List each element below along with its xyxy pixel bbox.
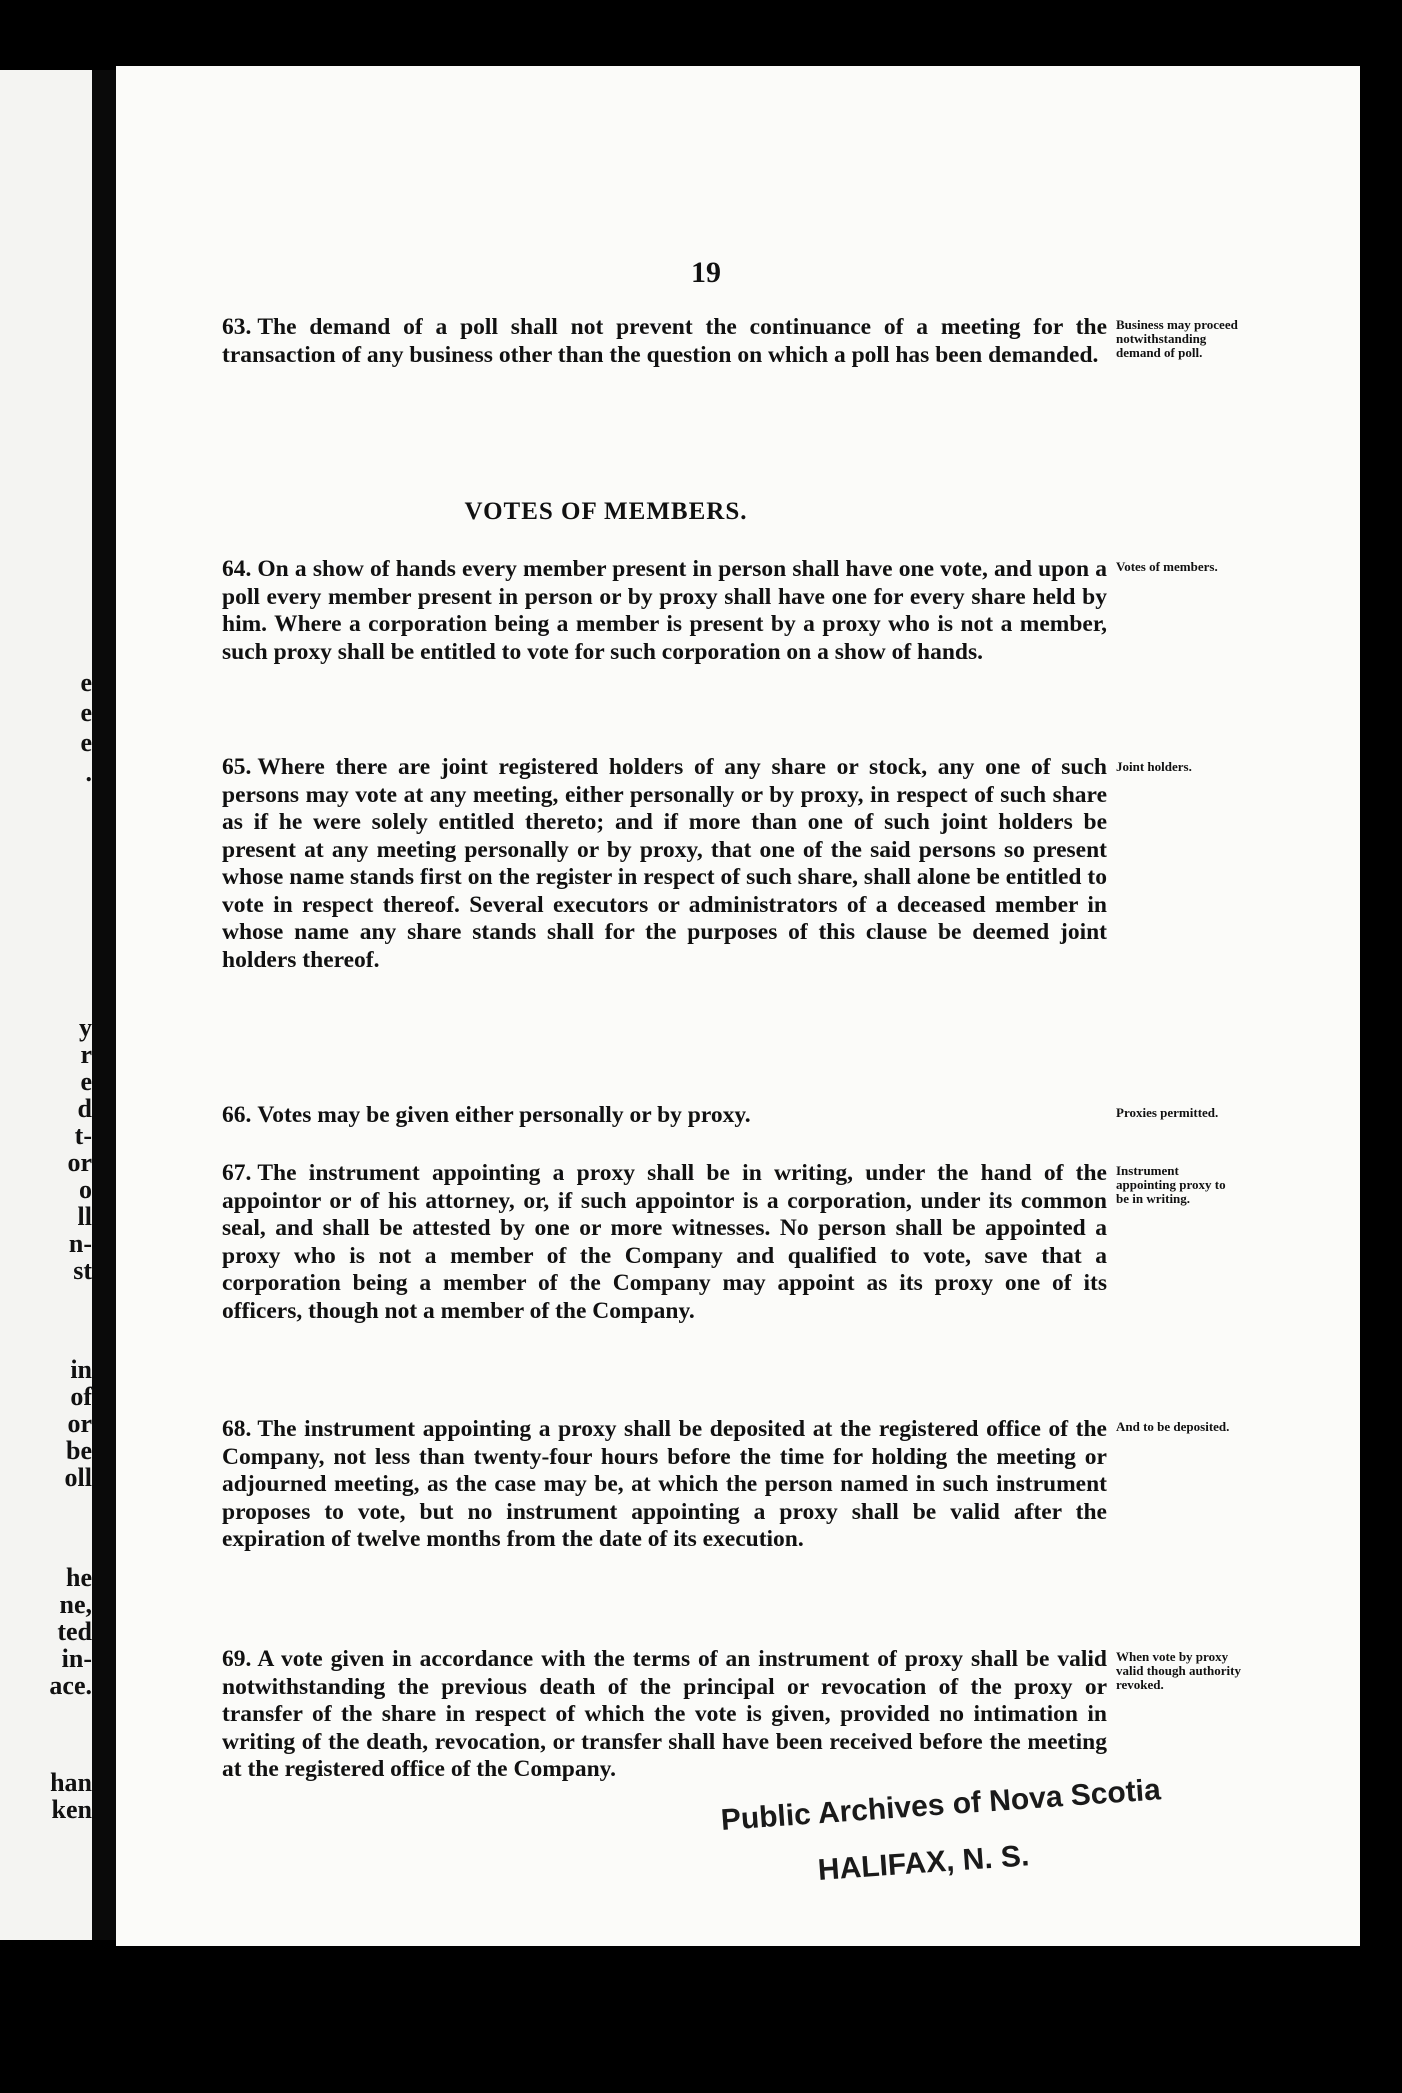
clause-text: Votes may be given either personally or by proxy.	[257, 1102, 751, 1128]
clause-number: 68.	[222, 1416, 252, 1442]
fragment-text: e	[80, 1067, 92, 1096]
clause-67	[222, 1160, 1107, 1325]
fragment-text: n-	[68, 1229, 92, 1258]
fragment-text: be	[66, 1436, 92, 1465]
fragment-text: ne,	[59, 1590, 92, 1619]
fragment-text: .	[85, 758, 92, 787]
fragment-text: r	[80, 1040, 92, 1069]
clause-number: 63.	[222, 314, 252, 340]
fragment-text: y	[79, 1013, 92, 1042]
clause-text: Where there are joint registered holders of any share or stock, any one of such persons may vote at any meeting, either personally or by proxy, in respect of such share as if he were solely entitled thereto; and if more than one of such joint holders be present at any meeting personally or by proxy, that one of the said persons so present whose name stands first on the register in respect of such share, shall alone be entitled to vote in respect thereof. Several executors or administrators of a deceased member in whose name any share stands shall for the purposes of this clause be deemed joint holders thereof.	[222, 754, 1107, 973]
margin-note: Instrument appointing proxy to be in writing.	[1116, 1163, 1226, 1206]
fragment-text: of	[70, 1382, 92, 1411]
margin-note: Joint holders.	[1116, 759, 1192, 774]
adjacent-page-fragment	[0, 70, 92, 1940]
margin-note: Votes of members.	[1116, 559, 1218, 574]
clause-68	[222, 1416, 1107, 1554]
section-heading: VOTES OF MEMBERS.	[464, 498, 748, 525]
fragment-text: han	[50, 1768, 92, 1797]
clause-63	[222, 314, 1107, 369]
margin-note: Business may proceed notwithstanding demand of poll.	[1116, 317, 1238, 360]
clause-text: The demand of a poll shall not prevent the continuance of a meeting for the transaction of any business other than the question on which a poll has been demanded.	[222, 314, 1107, 368]
archive-stamp-location: HALIFAX, N. S.	[816, 1839, 1031, 1887]
clause-65	[222, 754, 1107, 974]
fragment-text: in	[70, 1355, 92, 1384]
fragment-text: ken	[51, 1795, 92, 1824]
fragment-text: o	[79, 1175, 92, 1204]
fragment-text: e	[80, 728, 92, 757]
book-spine	[92, 70, 116, 1940]
clause-66	[222, 1102, 1107, 1130]
fragment-text: d	[77, 1094, 92, 1123]
margin-note: When vote by proxy valid though authority revoked.	[1116, 1649, 1241, 1692]
fragment-text: ll	[77, 1202, 92, 1231]
clause-text: The instrument appointing a proxy shall be in writing, under the hand of the appointor or of his attorney, or, if such appointor is a corporation, under its common seal, and shall be attested by one or more witnesses. No person shall be appointed a proxy who is not a member of the Company and qualified to vote, save that a corporation being a member of the Company may appoint as its proxy one of its officers, though not a member of the Company.	[222, 1160, 1107, 1324]
page-number: 19	[691, 256, 721, 289]
clause-number: 69.	[222, 1646, 252, 1672]
fragment-text: e	[80, 698, 92, 727]
clause-text: A vote given in accordance with the terms of an instrument of proxy shall be valid notwithstanding the previous death of the principal or revocation of the proxy or transfer of the share in respect of which the vote is given, provided no intimation in writing of the death, revocation, or transfer shall have been received before the meeting at the registered office of the Company.	[222, 1646, 1107, 1782]
fragment-text: oll	[64, 1463, 92, 1492]
fragment-text: e	[80, 668, 92, 697]
clause-64	[222, 556, 1107, 666]
clause-number: 65.	[222, 754, 252, 780]
margin-note: And to be deposited.	[1116, 1419, 1230, 1434]
fragment-text: or	[67, 1409, 92, 1438]
fragment-text: t-	[74, 1121, 92, 1150]
clause-number: 66.	[222, 1102, 252, 1128]
fragment-text: st	[73, 1256, 92, 1285]
clause-number: 67.	[222, 1160, 252, 1186]
document-page	[116, 66, 1360, 1946]
fragment-text: he	[66, 1563, 92, 1592]
clause-text: On a show of hands every member present in person shall have one vote, and upon a poll every member present in person or by proxy shall have one for every share held by him. Where a corporation being a member is present by a proxy who is not a member, such proxy shall be entitled to vote for such corporation on a show of hands.	[222, 556, 1107, 665]
fragment-text: or	[67, 1148, 92, 1177]
fragment-text: in-	[61, 1644, 92, 1673]
clause-text: The instrument appointing a proxy shall be deposited at the registered office of the Company, not less than twenty-four hours before the time for holding the meeting or adjourned meeting, as the case may be, at which the person named in such instrument proposes to vote, but no instrument appointing a proxy shall be valid after the expiration of twelve months from the date of its execution.	[222, 1416, 1107, 1552]
clause-number: 64.	[222, 556, 252, 582]
fragment-text: ted	[57, 1617, 92, 1646]
clause-69	[222, 1646, 1107, 1784]
fragment-text: ace.	[49, 1671, 92, 1700]
archive-stamp: Public Archives of Nova Scotia	[719, 1773, 1162, 1837]
margin-note: Proxies permitted.	[1116, 1105, 1219, 1120]
